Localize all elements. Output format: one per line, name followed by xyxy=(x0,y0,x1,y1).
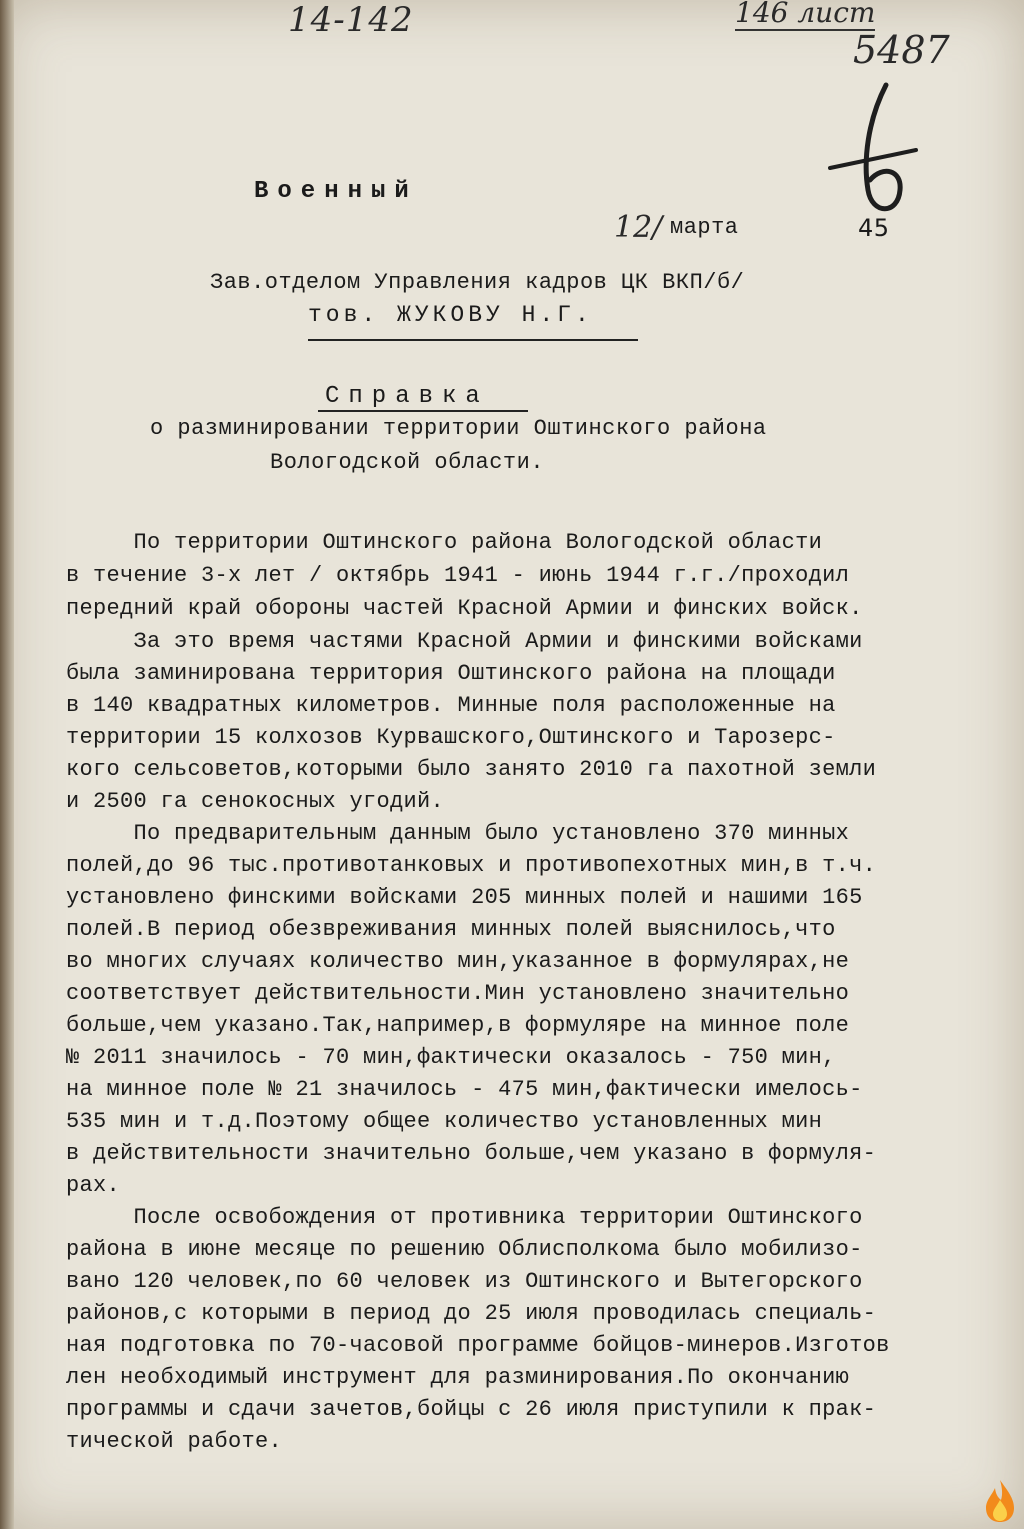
body-line: За это время частями Красной Армии и финскими войсками xyxy=(66,629,863,654)
body-line: больше,чем указано.Так,например,в формуляре на минное поле xyxy=(66,1013,850,1038)
body-line: № 2011 значилось - 70 мин,фактически оказалось - 750 мин, xyxy=(66,1045,836,1070)
body-line: в течение 3-х лет / октябрь 1941 - июнь 1944 г.г./проходил xyxy=(66,563,850,588)
body-line: района в июне месяце по решению Облисполкома было мобилизо- xyxy=(66,1237,863,1262)
body-line: По предварительным данным было установлено 370 минных xyxy=(66,821,850,846)
body-line: программы и сдачи зачетов,бойцы с 26 июля приступили к прак- xyxy=(66,1397,877,1422)
page-edge xyxy=(0,0,14,1529)
sheets-note-text: 146 лист xyxy=(735,0,875,31)
body-line: на минное поле № 21 значилось - 475 мин,фактически имелось- xyxy=(66,1077,863,1102)
body-line: соответствует действительности.Мин установлено значительно xyxy=(66,981,850,1006)
body-line: была заминирована территория Оштинского района на площади xyxy=(66,661,836,686)
handwritten-sheets-note xyxy=(735,0,875,29)
body-line: полей,до 96 тыс.противотанковых и противопехотных мин,в т.ч. xyxy=(66,853,877,878)
body-line: лен необходимый инструмент для разминирования.По окончанию xyxy=(66,1365,850,1390)
page-number: 45 xyxy=(858,214,890,242)
handwritten-ref-code: 14-142 xyxy=(288,0,414,40)
document-title: Справка xyxy=(325,383,489,410)
document-subtitle-line1: о разминировании территории Оштинского района xyxy=(150,416,767,441)
body-line: в действительности значительно больше,чем указано в формуля- xyxy=(66,1141,877,1166)
addressee-name: тов. ЖУКОВУ Н.Г. xyxy=(308,302,593,328)
body-line: После освобождения от противника территории Оштинского xyxy=(66,1205,863,1230)
body-line: территории 15 колхозов Курвашского,Оштинского и Тарозерс- xyxy=(66,725,836,750)
flame-logo-icon xyxy=(983,1478,1017,1524)
body-line: передний край обороны частей Красной Армии и финских войск. xyxy=(66,596,863,621)
body-line: кого сельсоветов,которыми было занято 2010 га пахотной земли xyxy=(66,757,877,782)
body-line: ная подготовка по 70-часовой программе бойцов-минеров.Изготов xyxy=(66,1333,890,1358)
body-line: По территории Оштинского района Вологодской области xyxy=(66,530,823,555)
document-subtitle-line2: Вологодской области. xyxy=(270,450,545,475)
body-line: установлено финскими войсками 205 минных полей и нашими 165 xyxy=(66,885,863,910)
body-line: вано 120 человек,по 60 человек из Оштинского и Вытегорского xyxy=(66,1269,863,1294)
addressee-underline xyxy=(308,339,638,341)
addressee-position: Зав.отделом Управления кадров ЦК ВКП/б/ xyxy=(210,270,745,295)
title-underline xyxy=(318,410,528,412)
body-line: и 2500 га сенокосных угодий. xyxy=(66,789,445,814)
body-line: в 140 квадратных километров. Минные поля расположенные на xyxy=(66,693,836,718)
handwritten-six-mark xyxy=(828,80,918,220)
body-line: рах. xyxy=(66,1173,121,1198)
body-line: районов,с которыми в период до 25 июля проводилась специаль- xyxy=(66,1301,877,1326)
date-month: марта xyxy=(670,215,739,240)
handwritten-day: 12/ xyxy=(614,210,663,245)
body-line: тической работе. xyxy=(66,1429,283,1454)
handwritten-doc-number: 5487 xyxy=(853,28,950,72)
body-line: 535 мин и т.д.Поэтому общее количество установленных мин xyxy=(66,1109,823,1134)
body-line: полей.В период обезвреживания минных полей выяснилось,что xyxy=(66,917,836,942)
body-line: во многих случаях количество мин,указанное в формулярах,не xyxy=(66,949,850,974)
classification-label: Военный xyxy=(254,178,418,205)
